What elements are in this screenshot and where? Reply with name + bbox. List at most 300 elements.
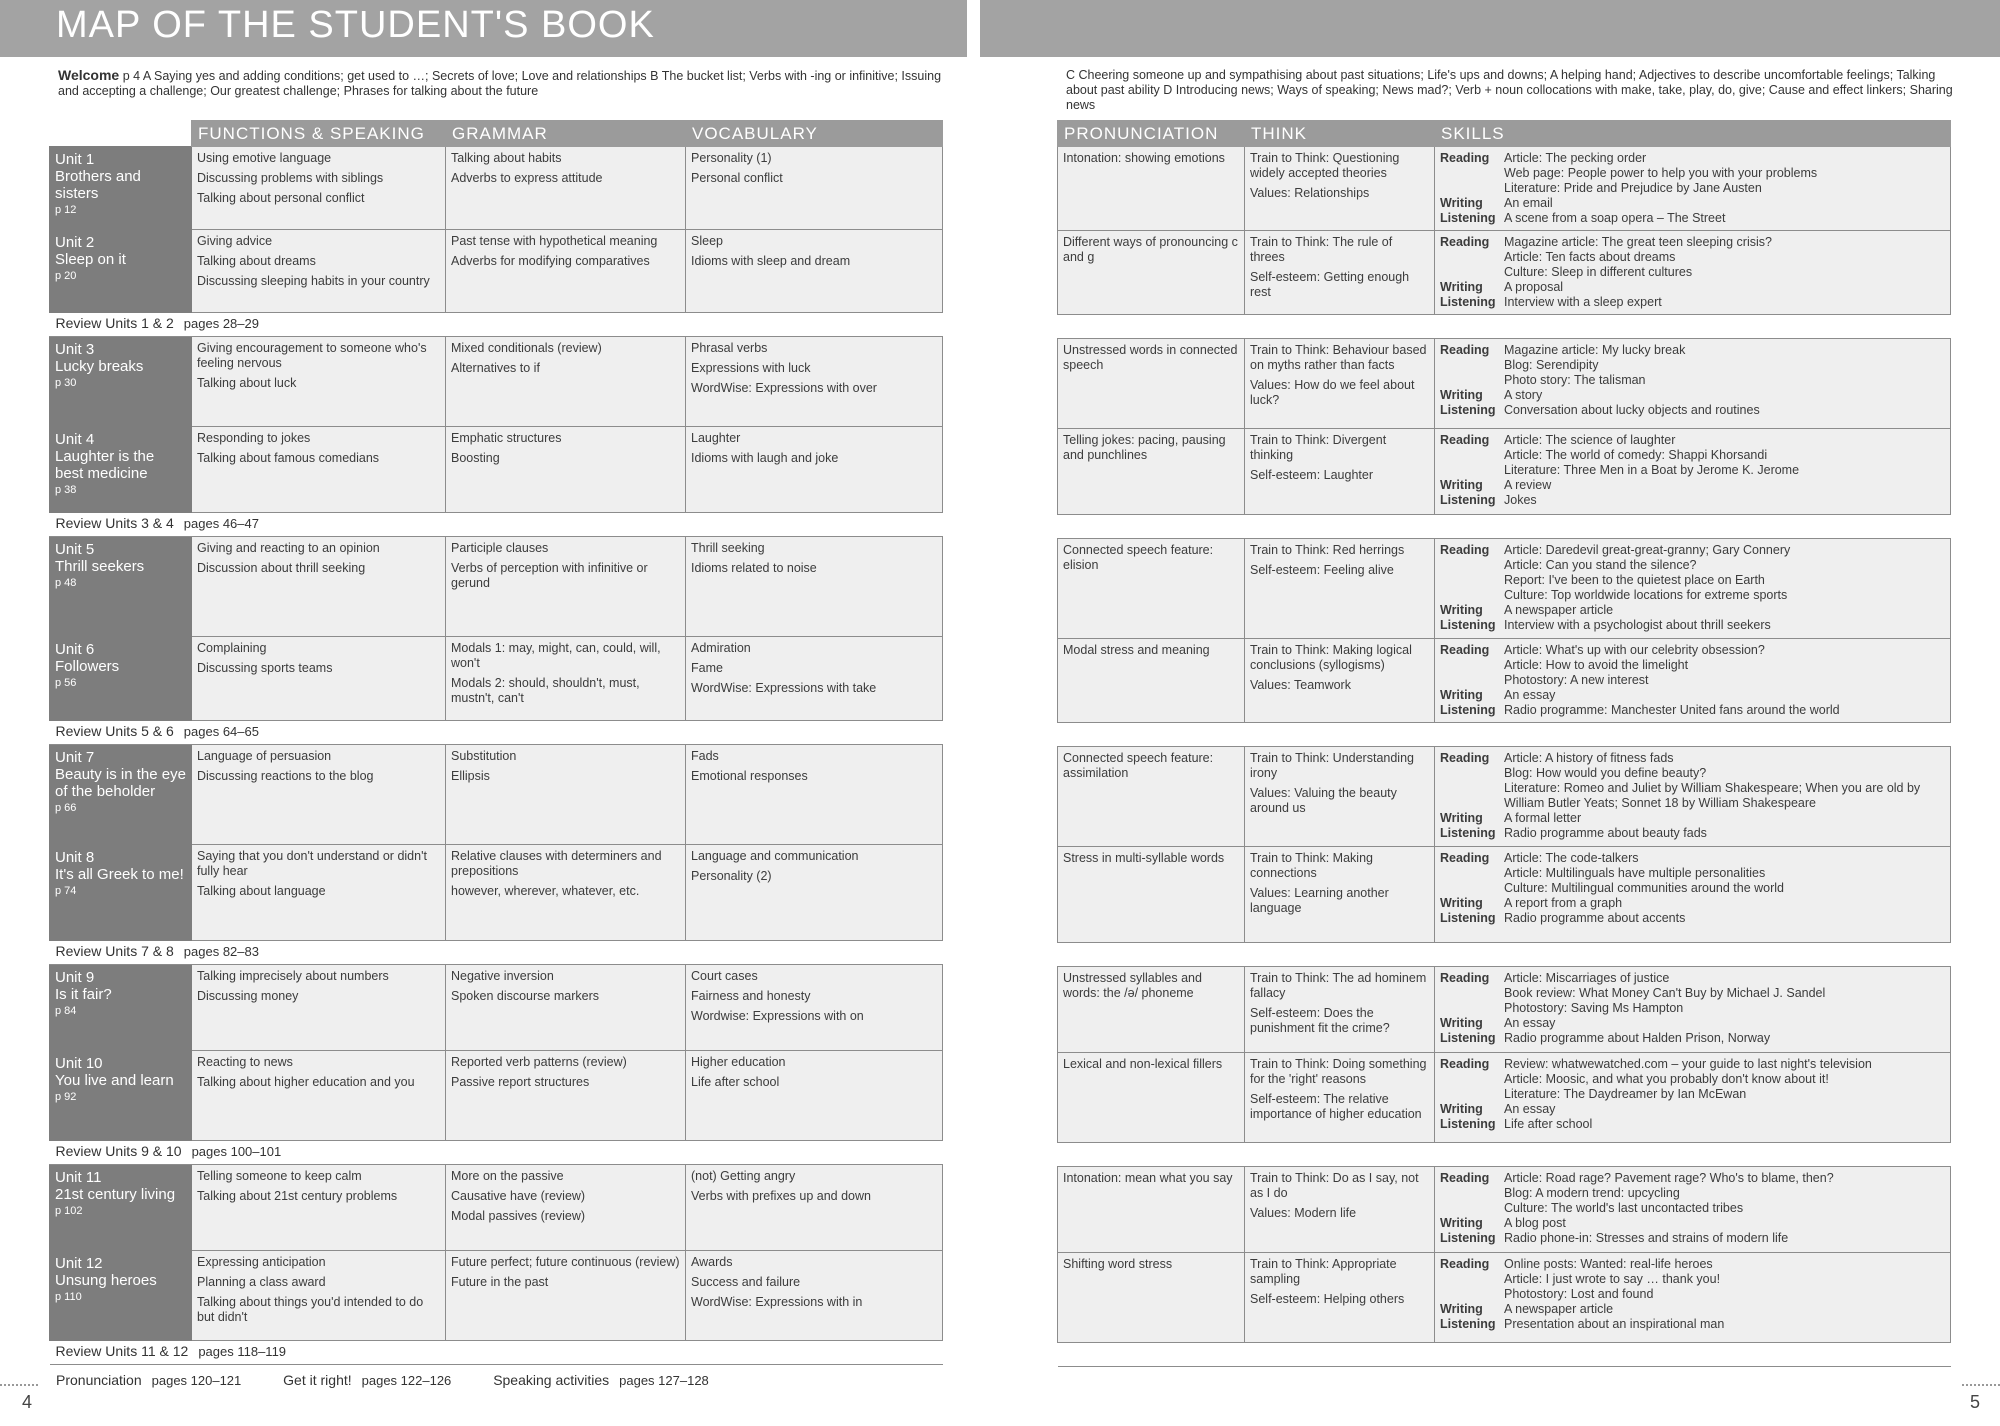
skills-text: Photo story: The talisman [1504,373,1646,387]
skills-row [1058,539,1951,639]
skills-line [1440,493,1945,508]
skills-text: Jokes [1504,493,1537,507]
vocabulary-item: Fame [691,661,723,675]
welcome-intro [58,68,948,99]
skills-line [1440,911,1945,926]
skills-text: Conversation about lucky objects and routines [1504,403,1760,417]
think-item: Train to Think: Understanding irony [1250,751,1414,780]
functions-item: Talking imprecisely about numbers [197,969,389,983]
functions-cell [192,147,446,230]
skills-text: Book review: What Money Can't Buy by Michael J. Sandel [1504,986,1826,1000]
functions-cell [192,427,446,513]
skills-cell [1435,1253,1951,1343]
skills-line [1440,673,1945,688]
bottom-label: Speaking activities [493,1372,610,1388]
unit-cell [50,427,192,513]
review-pages: pages 64–65 [183,724,259,739]
review-label: Review Units 9 & 10 [55,1143,182,1159]
skills-text: Radio programme about accents [1504,911,1686,925]
grammar-item: Alternatives to if [451,361,540,375]
unit-name: You live and learn [55,1072,174,1089]
skills-text: Article: What's up with our celebrity obsession? [1504,643,1765,657]
skills-label: Reading [1440,751,1490,765]
think-item: Values: Relationships [1250,186,1370,200]
skills-line [1440,265,1945,280]
skills-line [1440,766,1945,781]
skills-label: Writing [1440,603,1483,617]
skills-label [1440,463,1504,478]
functions-item: Discussing sports teams [197,661,333,675]
skills-label [1440,1001,1504,1016]
think-item: Train to Think: Behaviour based on myths rather than facts [1250,343,1427,372]
vocabulary-cell [686,337,943,427]
skills-text: A newspaper article [1504,603,1614,617]
bottom-item [493,1372,709,1388]
skills-text: Photostory: A new interest [1504,673,1649,687]
skills-line [1440,1102,1945,1117]
skills-text: Radio programme: Manchester United fans around the world [1504,703,1840,717]
skills-cell [1435,539,1951,639]
pronunciation-cell [1058,231,1245,315]
skills-line [1440,463,1945,478]
skills-label: Reading [1440,1257,1490,1271]
vocabulary-item: Thrill seeking [691,541,765,555]
skills-line [1440,986,1945,1001]
skills-label [1440,358,1504,373]
skills-line [1440,151,1945,166]
unit-number: Unit 6 [55,641,95,658]
skills-line [1440,573,1945,588]
pronunciation-item: Connected speech feature: assimilation [1063,751,1214,780]
skills-label: Writing [1440,1102,1483,1116]
welcome-intro-continued: C Cheering someone up and sympathising about past situations; Life's ups and downs; A helping hand; Adjectives to describe uncomfortable feelings; Talking about past ability D Introducing news; Ways of speaking; News mad?; Verb + noun collocations with make, take, play, do, give; Cause and effect linkers; Sharing news [1066,68,1953,112]
skills-line [1440,1057,1945,1072]
skills-text: Photostory: Saving Ms Hampton [1504,1001,1684,1015]
skills-line [1440,658,1945,673]
skills-line [1440,478,1945,493]
review-pages: pages 82–83 [183,944,259,959]
skills-line [1440,866,1945,881]
grammar-item: Relative clauses with determiners and prepositions [451,849,662,878]
think-cell [1245,147,1435,231]
grammar-item: Causative have (review) [451,1189,586,1203]
pronunciation-item: Intonation: mean what you say [1063,1171,1233,1185]
grammar-item: More on the passive [451,1169,564,1183]
think-item: Train to Think: Questioning widely accepted theories [1250,151,1400,180]
skills-line [1440,358,1945,373]
skills-label [1440,1186,1504,1201]
think-item: Self-esteem: Getting enough rest [1250,270,1410,299]
skills-label: Reading [1440,543,1490,557]
vocabulary-cell [686,230,943,313]
vocabulary-cell [686,637,943,721]
skills-row [1058,747,1951,847]
think-cell [1245,847,1435,943]
skills-row [1058,231,1951,315]
skills-text: Article: Road rage? Pavement rage? Who's to blame, then? [1504,1171,1834,1185]
skills-cell [1435,339,1951,429]
think-item: Values: How do we feel about luck? [1250,378,1415,407]
unit-cell [50,845,192,941]
page-dots-left [0,1384,38,1386]
functions-cell [192,337,446,427]
think-item: Self-esteem: The relative importance of higher education [1250,1092,1422,1121]
skills-line [1440,811,1945,826]
skills-label: Writing [1440,280,1483,294]
skills-text: A blog post [1504,1216,1566,1230]
vocabulary-item: Idioms related to noise [691,561,817,575]
unit-number: Unit 2 [55,234,95,251]
unit-name: Unsung heroes [55,1272,157,1289]
skills-text: Article: Can you stand the silence? [1504,558,1697,572]
think-item: Values: Teamwork [1250,678,1351,692]
functions-item: Talking about 21st century problems [197,1189,398,1203]
think-cell [1245,1253,1435,1343]
pronunciation-cell [1058,847,1245,943]
pronunciation-cell [1058,747,1245,847]
vocabulary-item: Sleep [691,234,723,248]
skills-line [1440,343,1945,358]
skills-text: Article: Ten facts about dreams [1504,250,1676,264]
unit-cell [50,965,192,1051]
unit-cell [50,637,192,721]
bottom-item [283,1372,451,1388]
page-number-right: 5 [1969,1392,1980,1412]
think-item: Train to Think: Red herrings [1250,543,1405,557]
skills-text: Culture: Top worldwide locations for extreme sports [1504,588,1788,602]
skills-label: Writing [1440,896,1483,910]
grammar-item: however, wherever, whatever, etc. [451,884,640,898]
vocabulary-item: Personality (2) [691,869,772,883]
skills-cell [1435,967,1951,1053]
functions-item: Discussing problems with siblings [197,171,384,185]
unit-row [50,1051,943,1141]
skills-label: Listening [1440,826,1496,840]
skills-label: Reading [1440,851,1490,865]
review-spacer-cell [1058,315,1951,339]
review-row [50,1341,943,1365]
pronunciation-item: Lexical and non-lexical fillers [1063,1057,1223,1071]
skills-line [1440,643,1945,658]
vocabulary-item: WordWise: Expressions with in [691,1295,863,1309]
review-label: Review Units 3 & 4 [55,515,174,531]
vocabulary-item: Fads [691,749,719,763]
skills-text: A proposal [1504,280,1564,294]
skills-line [1440,1171,1945,1186]
skills-text: Article: Daredevil great-great-granny; Gary Connery [1504,543,1791,557]
skills-line [1440,1072,1945,1087]
skills-row [1058,339,1951,429]
welcome-label: Welcome [58,67,120,83]
vocabulary-item: Fairness and honesty [691,989,811,1003]
unit-row [50,1165,943,1251]
title-banner-left [0,0,967,57]
bottom-pages: pages 122–126 [361,1373,452,1388]
skills-text: Online posts: Wanted: real-life heroes [1504,1257,1713,1271]
skills-row [1058,1253,1951,1343]
unit-cell [50,1051,192,1141]
skills-label: Listening [1440,211,1496,225]
functions-item: Telling someone to keep calm [197,1169,362,1183]
vocabulary-item: Laughter [691,431,741,445]
functions-cell [192,637,446,721]
grammar-cell [446,1051,686,1141]
skills-text: Review: whatwewatched.com – your guide to last night's television [1504,1057,1872,1071]
grammar-item: Modal passives (review) [451,1209,586,1223]
skills-row [1058,967,1951,1053]
think-item: Values: Modern life [1250,1206,1357,1220]
functions-item: Language of persuasion [197,749,332,763]
skills-label: Reading [1440,151,1490,165]
grammar-cell [446,147,686,230]
skills-label: Listening [1440,618,1496,632]
unit-number: Unit 4 [55,431,95,448]
grammar-cell [446,1251,686,1341]
functions-item: Giving and reacting to an opinion [197,541,380,555]
skills-text: A review [1504,478,1552,492]
vocabulary-item: Wordwise: Expressions with on [691,1009,864,1023]
skills-label [1440,1272,1504,1287]
unit-page: p 92 [55,1091,77,1103]
think-cell [1245,639,1435,723]
vocabulary-item: Emotional responses [691,769,808,783]
unit-row [50,745,943,845]
review-cell [50,513,943,537]
review-row-spacer [1058,315,1951,339]
skills-line [1440,588,1945,603]
grammar-item: Past tense with hypothetical meaning [451,234,658,248]
unit-name: Sleep on it [55,251,126,268]
bottom-pages: pages 127–128 [619,1373,709,1388]
header-skills: SKILLS [1435,121,1951,147]
skills-line [1440,211,1945,226]
skills-text: Article: Miscarriages of justice [1504,971,1670,985]
review-label: Review Units 1 & 2 [55,315,174,331]
welcome-text: A Saying yes and adding conditions; get used to …; Secrets of love; Love and relationships B The bucket list; Verbs with -ing or infinitive; Issuing and accepting a challenge; Our greatest challenge; Phrases for talking about the future [58,69,942,98]
skills-row [1058,847,1951,943]
pronunciation-item: Different ways of pronouncing c and g [1063,235,1238,264]
unit-number: Unit 3 [55,341,95,358]
skills-label [1440,1072,1504,1087]
grammar-cell [446,337,686,427]
unit-cell [50,537,192,637]
review-row-spacer [1058,723,1951,747]
unit-number: Unit 12 [55,1255,103,1272]
grammar-item: Emphatic structures [451,431,562,445]
think-item: Train to Think: The ad hominem fallacy [1250,971,1427,1000]
skills-line [1440,181,1945,196]
skills-line [1440,1302,1945,1317]
functions-item: Complaining [197,641,267,655]
pronunciation-item: Connected speech feature: elision [1063,543,1214,572]
review-row [50,1141,943,1165]
think-item: Train to Think: The rule of threes [1250,235,1393,264]
unit-number: Unit 11 [55,1169,102,1186]
unit-page: p 56 [55,677,77,689]
skills-label: Writing [1440,1016,1483,1030]
functions-cell [192,1051,446,1141]
grammar-item: Modals 1: may, might, can, could, will, won't [451,641,661,670]
review-label: Review Units 7 & 8 [55,943,174,959]
skills-label [1440,166,1504,181]
grammar-item: Participle clauses [451,541,549,555]
grammar-cell [446,537,686,637]
grammar-item: Future in the past [451,1275,549,1289]
grammar-item: Adverbs to express attitude [451,171,603,185]
skills-label [1440,588,1504,603]
vocabulary-item: WordWise: Expressions with over [691,381,877,395]
grammar-item: Adverbs for modifying comparatives [451,254,650,268]
grammar-item: Ellipsis [451,769,490,783]
vocabulary-item: Admiration [691,641,751,655]
unit-row [50,1251,943,1341]
skills-label: Reading [1440,971,1490,985]
skills-line [1440,1317,1945,1332]
vocabulary-item: Success and failure [691,1275,801,1289]
header-pronunciation: PRONUNCIATION [1058,121,1245,147]
skills-label [1440,781,1504,811]
review-row [50,513,943,537]
unit-number: Unit 9 [55,969,95,986]
skills-label [1440,673,1504,688]
vocabulary-item: Personal conflict [691,171,783,185]
skills-line [1440,618,1945,633]
skills-text: Interview with a sleep expert [1504,295,1662,309]
skills-label [1440,448,1504,463]
skills-text: Article: Moosic, and what you probably don't know about it! [1504,1072,1829,1086]
vocabulary-cell [686,537,943,637]
skills-line [1440,403,1945,418]
skills-text: Article: The science of laughter [1504,433,1676,447]
pronunciation-cell [1058,1053,1245,1143]
grammar-cell [446,745,686,845]
skills-line [1440,543,1945,558]
unit-page: p 110 [55,1291,82,1303]
skills-label [1440,881,1504,896]
functions-cell [192,745,446,845]
vocabulary-cell [686,965,943,1051]
review-spacer-cell [1058,515,1951,539]
skills-label: Reading [1440,433,1490,447]
skills-label: Writing [1440,688,1483,702]
functions-item: Responding to jokes [197,431,311,445]
page-number-left: 4 [22,1392,33,1412]
unit-page: p 20 [55,270,77,282]
skills-row [1058,429,1951,515]
skills-line [1440,603,1945,618]
header-functions: FUNCTIONS & SPEAKING [192,121,446,147]
skills-text: Radio phone-in: Stresses and strains of modern life [1504,1231,1789,1245]
vocabulary-item: Court cases [691,969,758,983]
skills-cell [1435,847,1951,943]
pronunciation-item: Modal stress and meaning [1063,643,1210,657]
skills-label [1440,986,1504,1001]
skills-text: Web page: People power to help you with your problems [1504,166,1818,180]
skills-line [1440,295,1945,310]
welcome-page: p 4 [122,69,141,83]
skills-label: Writing [1440,1216,1483,1230]
think-item: Train to Think: Appropriate sampling [1250,1257,1397,1286]
skills-label [1440,658,1504,673]
functions-item: Discussing money [197,989,299,1003]
skills-text: Radio programme about beauty fads [1504,826,1707,840]
pronunciation-cell [1058,147,1245,231]
skills-cell [1435,747,1951,847]
bottom-pages: pages 120–121 [151,1373,242,1388]
bottom-item [56,1372,241,1388]
skills-label: Writing [1440,811,1483,825]
functions-item: Discussing sleeping habits in your country [197,274,430,288]
unit-number: Unit 7 [55,749,95,766]
skills-cell [1435,639,1951,723]
skills-text: Article: How to avoid the limelight [1504,658,1689,672]
skills-label [1440,265,1504,280]
title-banner-right [980,0,2000,57]
think-cell [1245,539,1435,639]
unit-row [50,537,943,637]
vocabulary-cell [686,147,943,230]
vocabulary-item: Language and communication [691,849,859,863]
vocabulary-item: Idioms with laugh and joke [691,451,839,465]
skills-text: A newspaper article [1504,1302,1614,1316]
skills-label: Listening [1440,911,1496,925]
unit-number: Unit 8 [55,849,95,866]
unit-cell [50,1165,192,1251]
review-label: Review Units 11 & 12 [55,1343,189,1359]
think-item: Train to Think: Do as I say, not as I do [1250,1171,1419,1200]
skills-text: Radio programme about Halden Prison, Norway [1504,1031,1771,1045]
pronunciation-item: Unstressed syllables and words: the /ə/ phoneme [1063,971,1202,1000]
skills-text: Literature: Three Men in a Boat by Jerome K. Jerome [1504,463,1800,477]
pronunciation-item: Intonation: showing emotions [1063,151,1225,165]
think-item: Values: Learning another language [1250,886,1389,915]
skills-text: Article: I just wrote to say … thank you! [1504,1272,1721,1286]
unit-cell [50,1251,192,1341]
functions-item: Using emotive language [197,151,332,165]
vocabulary-item: Awards [691,1255,733,1269]
review-row [50,941,943,965]
skills-label: Reading [1440,343,1490,357]
skills-text: A scene from a soap opera – The Street [1504,211,1726,225]
skills-text: Article: Multilinguals have multiple personalities [1504,866,1766,880]
skills-line [1440,250,1945,265]
skills-line [1440,1031,1945,1046]
skills-label [1440,766,1504,781]
grammar-item: Future perfect; future continuous (review) [451,1255,680,1269]
skills-text: Literature: Pride and Prejudice by Jane Austen [1504,181,1762,195]
skills-text: Magazine article: My lucky break [1504,343,1686,357]
pronunciation-cell [1058,1167,1245,1253]
review-cell [50,941,943,965]
skills-text: Article: The code-talkers [1504,851,1639,865]
unit-name: Brothers and sisters [55,168,141,202]
skills-text: Culture: Multilingual communities around the world [1504,881,1784,895]
vocabulary-item: Verbs with prefixes up and down [691,1189,871,1203]
skills-text: Magazine article: The great teen sleeping crisis? [1504,235,1772,249]
think-item: Train to Think: Making connections [1250,851,1373,880]
review-row-spacer [1058,1343,1951,1367]
skills-row [1058,639,1951,723]
vocabulary-cell [686,427,943,513]
skills-line [1440,433,1945,448]
skills-text: A formal letter [1504,811,1582,825]
review-cell [50,313,943,337]
skills-label: Listening [1440,1031,1496,1045]
skills-label: Writing [1440,388,1483,402]
skills-text: Life after school [1504,1117,1593,1131]
functions-cell [192,1165,446,1251]
unit-row [50,337,943,427]
